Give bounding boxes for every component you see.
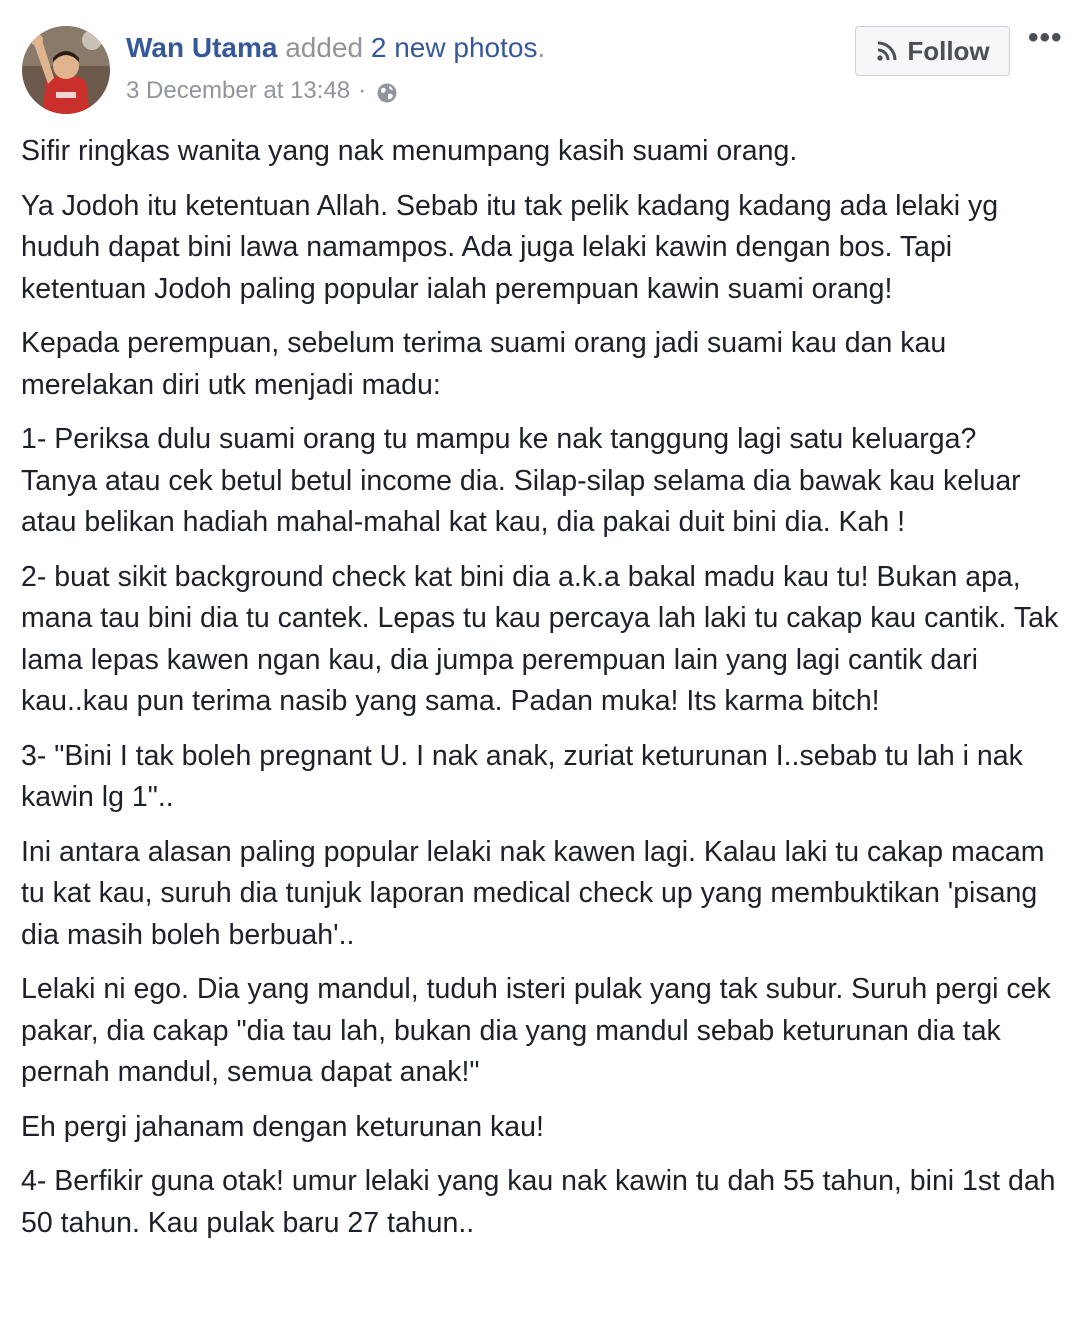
post-paragraph: Sifir ringkas wanita yang nak menumpang kasih suami orang. [21,135,798,167]
author-name-link[interactable]: Wan Utama [126,32,278,63]
follow-label: Follow [907,35,990,66]
post-body [21,131,1059,1257]
globe-icon[interactable] [376,80,398,102]
post-paragraph: 1- Periksa dulu suami orang tu mampu ke nak tanggung lagi satu keluarga? Tanya atau cek betul betul income dia. Silap-silap selama dia bawak kau keluar atau belikan hadiah mahal-mahal kat kau, dia pakai duit bini dia. Kah ! [21,423,1021,538]
action-prefix: added [285,32,364,63]
post-paragraph: Ya Jodoh itu ketentuan Allah. Sebab itu tak pelik kadang kadang ada lelaki yg huduh dapat bini lawa namampos. Ada juga lelaki kawin dengan bos. Tapi ketentuan Jodoh paling popular ialah perempuan kawin suami orang! [21,189,999,305]
post-paragraph: 3- "Bini I tak boleh pregnant U. I nak anak, zuriat keturunan I..sebab tu lah i nak kawin lg 1".. [21,739,1023,813]
author-avatar[interactable] [22,26,110,114]
follow-button[interactable] [855,26,1010,76]
post-paragraph: Lelaki ni ego. Dia yang mandul, tuduh isteri pulak yang tak subur. Suruh pergi cek pakar, dia cakap "dia tau lah, bukan dia yang mandul sebab keturunan dia tak pernah mandul, semua dapat anak!" [21,973,1051,1088]
post-paragraph: 2- buat sikit background check kat bini dia a.k.a bakal madu kau tu! Bukan apa, mana tau bini dia tu cantek. Lepas tu kau percaya lah laki tu cakap kau cantik. Tak lama lepas kawen ngan kau, dia jumpa perempuan lain yang lagi cantik dari kau..kau pun terima nasib yang sama. Padan muka! Its karma bitch! [21,560,1059,717]
post-timestamp[interactable]: 3 December at 13:48 [126,77,351,104]
rss-icon [875,39,899,63]
post-paragraph: Ini antara alasan paling popular lelaki nak kawen lagi. Kalau laki tu cakap macam tu kat kau, suruh dia tunjuk laporan medical check up yang membuktikan 'pisang dia masih boleh berbuah'.. [21,835,1045,951]
action-suffix: . [537,32,546,63]
post-header [126,30,545,66]
post-paragraph: Kepada perempuan, sebelum terima suami orang jadi suami kau dan kau merelakan diri utk menjadi madu: [21,327,947,401]
more-options-icon[interactable]: ••• [1028,21,1063,54]
post-action [285,32,545,63]
post-meta [126,74,398,108]
post-paragraph: 4- Berfikir guna otak! umur lelaki yang kau nak kawin tu dah 55 tahun, bini 1st dah 50 tahun. Kau pulak baru 27 tahun.. [21,1165,1056,1239]
meta-separator: · [358,77,367,104]
post-paragraph: Eh pergi jahanam dengan keturunan kau! [21,1110,544,1143]
photos-link[interactable]: 2 new photos [370,32,538,63]
avatar-photo [22,26,110,114]
